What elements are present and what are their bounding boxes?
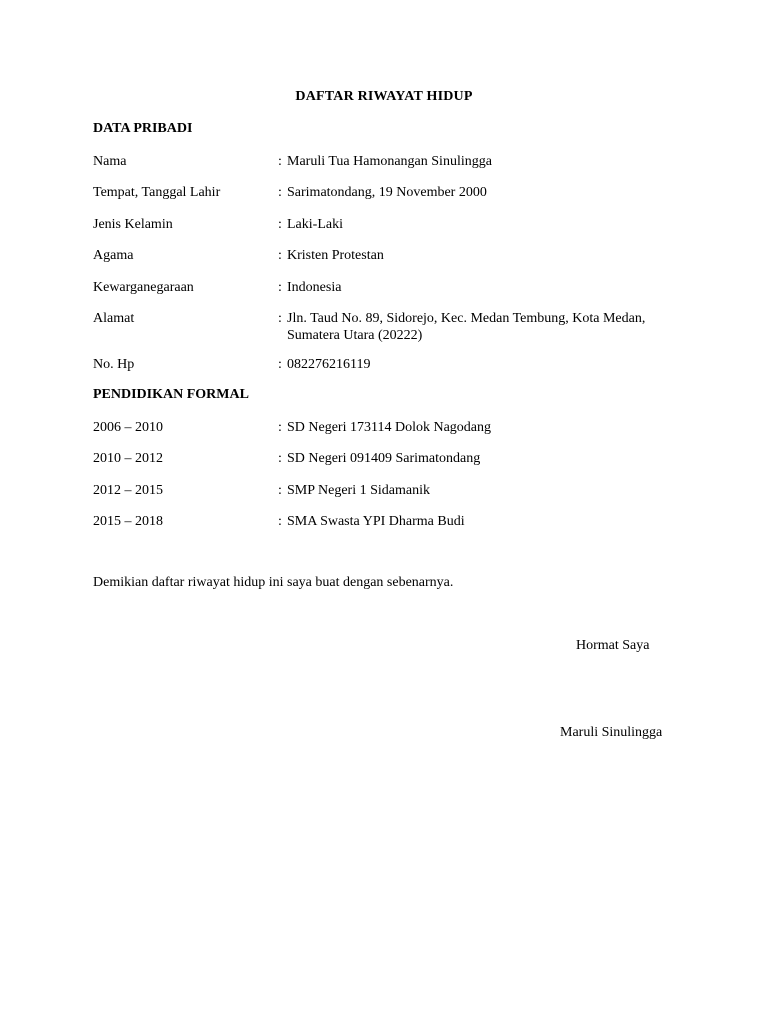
row-value: Indonesia xyxy=(287,280,342,295)
row-value: SD Negeri 173114 Dolok Nagodang xyxy=(287,420,492,435)
row-value: Laki-Laki xyxy=(287,217,343,232)
row-value: 082276216119 xyxy=(287,357,371,372)
row-colon: : xyxy=(278,357,282,372)
section-heading-personal: DATA PRIBADI xyxy=(93,121,193,136)
row-colon: : xyxy=(278,248,282,263)
closing-statement: Demikian daftar riwayat hidup ini saya buat dengan sebenarnya. xyxy=(93,575,454,590)
row-colon: : xyxy=(278,154,282,169)
row-value: Jln. Taud No. 89, Sidorejo, Kec. Medan Tembung, Kota Medan, Sumatera Utara (20222) xyxy=(287,311,646,343)
row-label: 2006 – 2010 xyxy=(93,420,163,435)
row-colon: : xyxy=(278,217,282,232)
row-colon: : xyxy=(278,483,282,498)
row-colon: : xyxy=(278,451,282,466)
row-label: Nama xyxy=(93,154,127,169)
row-label: Agama xyxy=(93,248,134,263)
row-value: SD Negeri 091409 Sarimatondang xyxy=(287,451,481,466)
row-label: 2010 – 2012 xyxy=(93,451,163,466)
regards-text: Hormat Saya xyxy=(576,638,650,653)
row-label: Alamat xyxy=(93,311,135,326)
row-colon: : xyxy=(278,420,282,435)
row-value: Kristen Protestan xyxy=(287,248,384,263)
row-label: No. Hp xyxy=(93,357,135,372)
row-label: Jenis Kelamin xyxy=(93,217,173,232)
signer-name: Maruli Sinulingga xyxy=(560,725,663,740)
row-value: SMA Swasta YPI Dharma Budi xyxy=(287,514,465,529)
section-heading-education: PENDIDIKAN FORMAL xyxy=(93,387,249,402)
row-colon: : xyxy=(278,514,282,529)
row-colon: : xyxy=(278,311,282,326)
row-value: SMP Negeri 1 Sidamanik xyxy=(287,483,430,498)
row-colon: : xyxy=(278,280,282,295)
document-title: DAFTAR RIWAYAT HIDUP xyxy=(295,89,473,104)
row-label: 2015 – 2018 xyxy=(93,514,163,529)
row-label: Tempat, Tanggal Lahir xyxy=(93,185,221,200)
row-value: Sarimatondang, 19 November 2000 xyxy=(287,185,487,200)
row-colon: : xyxy=(278,185,282,200)
row-label: 2012 – 2015 xyxy=(93,483,163,498)
row-label: Kewarganegaraan xyxy=(93,280,194,295)
row-value: Maruli Tua Hamonangan Sinulingga xyxy=(287,154,492,169)
